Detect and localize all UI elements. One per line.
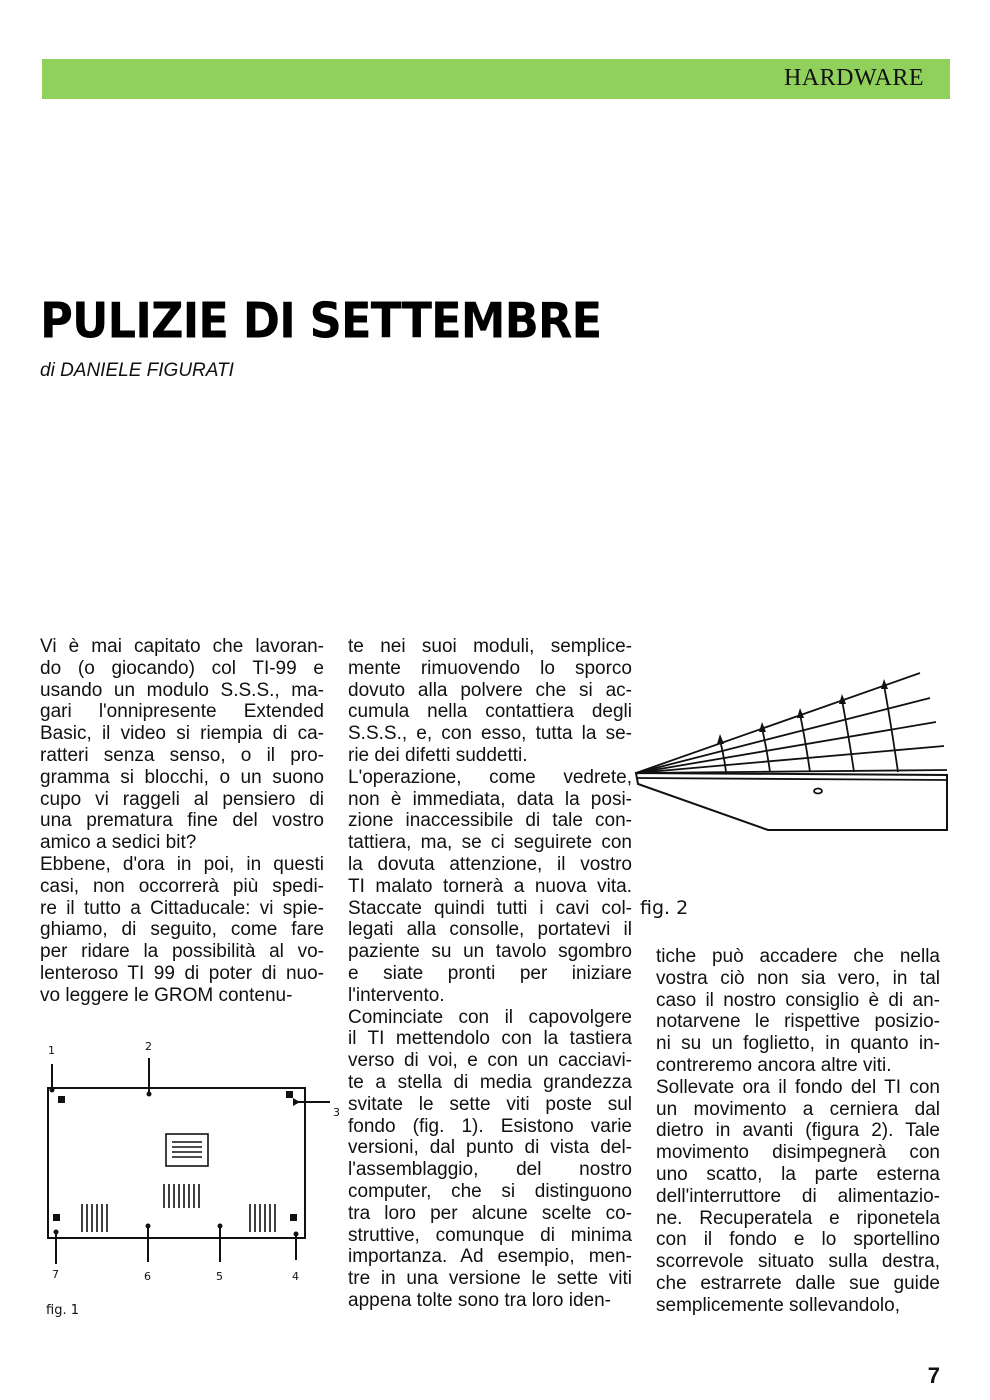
page-number: 7	[927, 1363, 940, 1388]
text-line: notarvene le rispettive posizio-	[656, 1011, 940, 1033]
text-line: per ridare la possibilità al vo-	[40, 941, 324, 963]
text-line: un movimento a cerniera dal	[656, 1098, 940, 1120]
text-line: TI malato tornerà a nuova vita.	[348, 875, 632, 897]
figure-2-diagram	[630, 660, 960, 930]
text-line: movimento disimpegnerà con	[656, 1142, 940, 1164]
text-column-2	[348, 636, 632, 1312]
text-line: usando un modulo S.S.S., ma-	[40, 679, 324, 701]
text-line: Cominciate con il capovolgere	[348, 1006, 632, 1028]
text-line: una prematura fine del vostro	[40, 810, 324, 832]
text-line: tre in una versione le sette viti	[348, 1268, 632, 1290]
text-line: tra loro per alcune scelte co-	[348, 1202, 632, 1224]
text-line: ghiamo, di seguito, come fare	[40, 919, 324, 941]
text-line: cupo vi raggeli al pensiero di	[40, 788, 324, 810]
text-line: uno scatto, la parte esterna	[656, 1163, 940, 1185]
text-line: lenteroso TI 99 di poter di nuo-	[40, 962, 324, 984]
text-line: dietro in avanti (figura 2). Tale	[656, 1120, 940, 1142]
figure-1-label-1: 1	[48, 1044, 55, 1057]
text-line: che estrarrete dalle sue guide	[656, 1272, 940, 1294]
text-line: struttive, comunque di minima	[348, 1224, 632, 1246]
figure-1-label-5: 5	[216, 1270, 223, 1283]
text-line: ratteri senza senso, o il pro-	[40, 744, 324, 766]
text-line: non è immediata, data la posi-	[348, 788, 632, 810]
text-line: il TI mettendolo con la tastiera	[348, 1028, 632, 1050]
text-line: casi, non occorrerà più spedi-	[40, 875, 324, 897]
text-line: l'assemblaggio, del nostro	[348, 1159, 632, 1181]
text-line: zione inaccessibile di tale con-	[348, 810, 632, 832]
text-line: vostra ciò non sia vero, in tal	[656, 967, 940, 989]
text-line: re il tutto a Cittaducale: vi spie-	[40, 897, 324, 919]
text-line: amico a sedici bit?	[40, 832, 197, 854]
text-line: e siate pronti per iniziare	[348, 962, 632, 984]
text-line: importanza. Ad esempio, men-	[348, 1246, 632, 1268]
text-line: rie dei difetti suddetti.	[348, 744, 528, 766]
article-title: PULIZIE DI SETTEMBRE	[40, 292, 602, 350]
section-header-bar	[42, 59, 950, 99]
text-line: Ebbene, d'ora in poi, in questi	[40, 853, 324, 875]
text-line: te a stella di media grandezza	[348, 1071, 632, 1093]
text-line: do (o giocando) col TI-99 e	[40, 657, 324, 679]
figure-1-caption: fig. 1	[46, 1303, 79, 1318]
text-line: te nei suoi moduli, semplice-	[348, 636, 632, 657]
text-line: S.S.S., e, con esso, tutta la se-	[348, 723, 632, 745]
text-line: ne. Recuperatela e riponetela	[656, 1207, 940, 1229]
figure-1-label-3: 3	[333, 1106, 340, 1119]
text-line: verso di voi, e con un cacciavi-	[348, 1050, 632, 1072]
text-line: Staccate quindi tutti i cavi col-	[348, 897, 632, 919]
text-line: cumula nella contattiera degli	[348, 701, 632, 723]
figure-1-diagram	[38, 1036, 348, 1326]
text-line: vo leggere le GROM contenu-	[40, 984, 293, 1006]
text-line: caso il nostro consiglio è di an-	[656, 989, 940, 1011]
text-line: con il fondo e lo sportellino	[656, 1229, 940, 1251]
text-line: Sollevate ora il fondo del TI con	[656, 1076, 940, 1098]
figure-1-label-7: 7	[52, 1268, 59, 1281]
text-line: legati alla consolle, portatevi il	[348, 919, 632, 941]
text-line: fondo (fig. 1). Esistono varie	[348, 1115, 632, 1137]
text-line: versioni, dal punto di vista del-	[348, 1137, 632, 1159]
text-line: la dovuta attenzione, il vostro	[348, 853, 632, 875]
text-column-1	[40, 636, 324, 1007]
text-line: Basic, il video si riempia di ca-	[40, 723, 324, 745]
text-column-3	[656, 946, 940, 1317]
text-line: appena tolte sono tra loro iden-	[348, 1289, 612, 1311]
text-line: tiche può accadere che nella	[656, 946, 940, 967]
text-line: dell'interruttore di alimentazio-	[656, 1185, 940, 1207]
text-line: paziente su un tavolo sgombro	[348, 941, 632, 963]
figure-1-label-2: 2	[145, 1040, 152, 1053]
figure-1-label-4: 4	[292, 1270, 299, 1283]
text-line: dovuto alla polvere che si ac-	[348, 679, 632, 701]
text-line: L'operazione, come vedrete,	[348, 766, 632, 788]
section-label: HARDWARE	[784, 65, 924, 91]
text-line: mente rimuovendo lo sporco	[348, 657, 632, 679]
text-line: ni su un foglietto, in quanto in-	[656, 1033, 940, 1055]
text-line: svitate le sette viti poste sul	[348, 1093, 632, 1115]
text-line: tattiera, ma, se ci seguirete con	[348, 832, 632, 854]
text-line: semplicemente sollevandolo,	[656, 1294, 900, 1316]
text-line: scorrevole situato sulla destra,	[656, 1251, 940, 1273]
text-line: Vi è mai capitato che lavoran-	[40, 636, 324, 657]
text-line: l'intervento.	[348, 984, 445, 1006]
text-line: computer, che si distinguono	[348, 1180, 632, 1202]
figure-1-label-6: 6	[144, 1270, 151, 1283]
text-line: gari l'onnipresente Extended	[40, 701, 324, 723]
article-byline: di DANIELE FIGURATI	[40, 360, 234, 381]
text-line: contreremo ancora altre viti.	[656, 1054, 892, 1076]
figure-2-caption: fig. 2	[640, 897, 689, 919]
text-line: gramma si blocchi, o un suono	[40, 766, 324, 788]
